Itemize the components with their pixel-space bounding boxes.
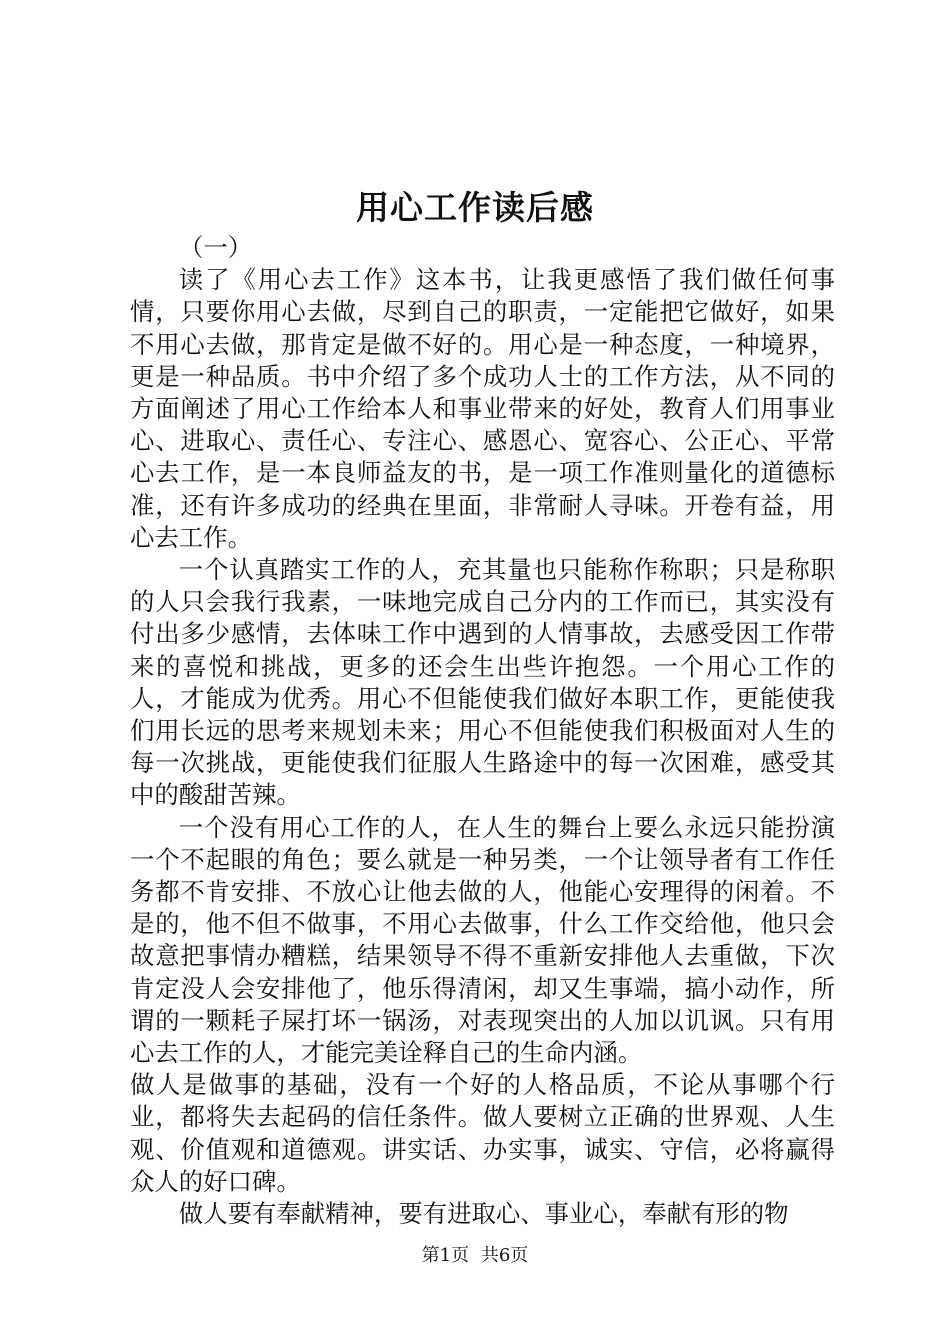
- paragraph-4: 做人是做事的基础，没有一个好的人格品质，不论从事哪个行业，都将失去起码的信任条件。做人要树立正确的世界观、人生观、价值观和道德观。讲实话、办实事，诚实、守信，必将赢得众人的好口碑。: [130, 1070, 835, 1196]
- page-number: 第1页: [421, 1245, 470, 1266]
- page-footer: [0, 1243, 950, 1269]
- paragraph-1: 读了《用心去工作》这本书，让我更感悟了我们做任何事情，只要你用心去做，尽到自己的职责，一定能把它做好，如果不用心去做，那肯定是做不好的。用心是一种态度，一种境界，更是一种品质。书中介绍了多个成功人士的工作方法，从不同的方面阐述了用心工作给本人和事业带来的好处，教育人们用事业心、进取心、责任心、专注心、感恩心、宽容心、公正心、平常心去工作，是一本良师益友的书，是一项工作准则量化的道德标准，还有许多成功的经典在里面，非常耐人寻味。开卷有益，用心去工作。: [130, 265, 835, 552]
- page-total: 共6页: [480, 1245, 529, 1266]
- document-title: 用心工作读后感: [356, 188, 594, 227]
- section-marker: （一）: [179, 233, 253, 262]
- paragraph-3: 一个没有用心工作的人，在人生的舞台上要么永远只能扮演一个不起眼的角色；要么就是一种另类，一个让领导者有工作任务都不肯安排、不放心让他去做的人，他能心安理得的闲着。不是的，他不但不做事，不用心去做事，什么工作交给他，他只会故意把事情办糟糕，结果领导不得不重新安排他人去重做，下次肯定没人会安排他了，他乐得清闲，却又生事端，搞小动作，所谓的一颗耗子屎打坏一锅汤，对表现突出的人加以讥讽。只有用心去工作的人，才能完美诠释自己的生命内涵。: [130, 812, 835, 1068]
- paragraph-2: 一个认真踏实工作的人，充其量也只能称作称职；只是称职的人只会我行我素，一味地完成自己分内的工作而已，其实没有付出多少感情，去体味工作中遇到的人情事故，去感受因工作带来的喜悦和挑战，更多的还会生出些许抱怨。一个用心工作的人，才能成为优秀。用心不但能使我们做好本职工作，更能使我们用长远的思考来规划未来；用心不但能使我们积极面对人生的每一次挑战，更能使我们征服人生路途中的每一次困难，感受其中的酸甜苦辣。: [130, 555, 835, 810]
- document-body: [130, 232, 835, 1230]
- paragraph-5: 做人要有奉献精神，要有进取心、事业心，奉献有形的物: [178, 1199, 789, 1229]
